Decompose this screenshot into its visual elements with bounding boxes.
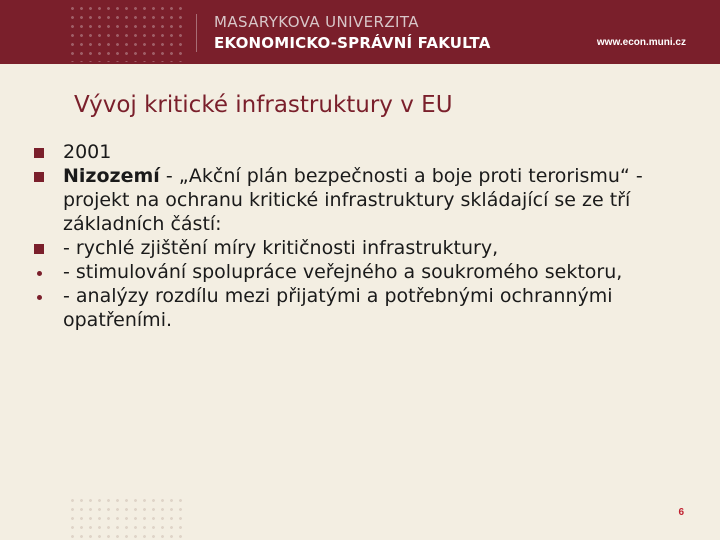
page-number: 6: [678, 507, 684, 518]
dot-bullet-icon: [32, 284, 52, 308]
bullet-text: - „Akční plán bezpečnosti a boje proti terorismu“ - projekt na ochranu kritické infrastruktury skládající se ze tří základních částí:: [63, 165, 643, 235]
bullet-item: [32, 164, 682, 236]
footer-logo-watermark-icon: [68, 496, 186, 540]
bullet-text: - stimulování spolupráce veřejného a soukromého sektoru,: [63, 261, 623, 283]
faculty-name: EKONOMICKO-SPRÁVNÍ FAKULTA: [214, 34, 491, 52]
header-bar: [0, 0, 720, 64]
bullet-item: [32, 260, 682, 284]
bullet-bold-text: Nizozemí: [63, 165, 160, 187]
square-bullet-icon: [32, 236, 52, 260]
slide-title: Vývoj kritické infrastruktury v EU: [74, 92, 453, 118]
bullet-text: - analýzy rozdílu mezi přijatými a potřebnými ochrannými opatřeními.: [63, 285, 613, 331]
university-name: MASARYKOVA UNIVERZITA: [214, 13, 419, 31]
bullet-list: [32, 140, 682, 332]
bullet-text: 2001: [63, 141, 112, 163]
bullet-item: [32, 236, 682, 260]
bullet-item: [32, 140, 682, 164]
dot-bullet-icon: [32, 260, 52, 284]
bullet-item: [32, 284, 682, 332]
university-logo-icon: [68, 4, 186, 62]
square-bullet-icon: [32, 164, 52, 188]
square-bullet-icon: [32, 140, 52, 164]
logo-divider: [196, 14, 197, 52]
website-url: www.econ.muni.cz: [596, 37, 686, 48]
bullet-text: - rychlé zjištění míry kritičnosti infrastruktury,: [63, 237, 499, 259]
